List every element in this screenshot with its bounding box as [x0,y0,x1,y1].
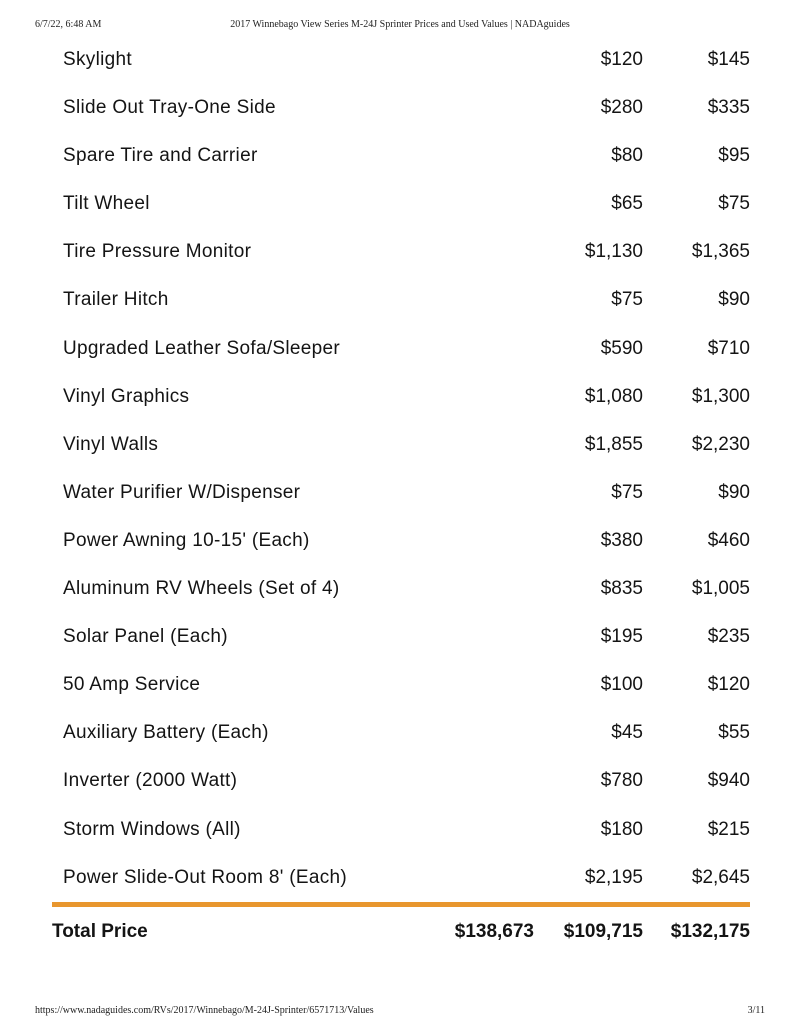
option-low-value: $2,195 [584,866,643,888]
table-row [0,759,800,807]
option-high-value: $90 [718,481,750,503]
option-low-value: $80 [611,145,643,167]
option-high-value: $1,365 [691,241,750,263]
option-name: Inverter (2000 Watt) [63,770,238,792]
table-row [0,278,800,326]
option-low-value: $75 [611,481,643,503]
option-high-value: $90 [718,289,750,311]
page-number: 3/11 [747,1005,765,1016]
total-label: Total Price [52,921,148,942]
option-low-value: $1,130 [584,241,643,263]
option-low-value: $100 [600,674,643,696]
option-name: Spare Tire and Carrier [63,145,258,167]
option-name: Power Awning 10-15' (Each) [63,529,310,551]
option-high-value: $710 [707,337,750,359]
option-high-value: $1,300 [691,385,750,407]
option-low-value: $835 [600,578,643,600]
option-high-value: $235 [707,626,750,648]
option-low-value: $195 [600,626,643,648]
option-name: 50 Amp Service [63,674,201,696]
option-low-value: $65 [611,193,643,215]
option-low-value: $780 [600,770,643,792]
table-row [0,423,800,471]
option-name: Trailer Hitch [63,289,169,311]
option-high-value: $120 [707,674,750,696]
table-row [0,663,800,711]
option-name: Aluminum RV Wheels (Set of 4) [63,578,340,600]
option-name: Power Slide-Out Room 8' (Each) [63,866,348,888]
option-name: Storm Windows (All) [63,818,241,840]
option-high-value: $75 [718,193,750,215]
option-low-value: $180 [600,818,643,840]
option-low-value: $1,080 [584,385,643,407]
table-row [0,375,800,423]
option-high-value: $335 [707,97,750,119]
option-high-value: $2,230 [691,433,750,455]
total-divider [52,902,750,907]
total-low: $109,715 [563,921,643,942]
option-low-value: $75 [611,289,643,311]
table-row [0,86,800,134]
option-name: Tire Pressure Monitor [63,241,252,263]
option-name: Skylight [63,49,132,70]
print-datetime: 6/7/22, 6:48 AM [35,19,102,30]
page-title: 2017 Winnebago View Series M-24J Sprinter Prices and Used Values | NADAguides [230,19,570,30]
total-msrp: $138,673 [454,921,534,942]
option-low-value: $120 [600,49,643,70]
option-high-value: $940 [707,770,750,792]
total-high: $132,175 [670,921,750,942]
table-row [0,519,800,567]
option-high-value: $2,645 [691,866,750,888]
option-low-value: $45 [611,722,643,744]
option-name: Vinyl Graphics [63,385,190,407]
option-low-value: $380 [600,529,643,551]
option-name: Vinyl Walls [63,433,159,455]
option-high-value: $145 [707,49,750,70]
option-high-value: $95 [718,145,750,167]
option-low-value: $590 [600,337,643,359]
option-high-value: $55 [718,722,750,744]
table-row [0,856,800,904]
table-row [0,808,800,856]
option-name: Solar Panel (Each) [63,626,228,648]
option-high-value: $1,005 [691,578,750,600]
option-name: Upgraded Leather Sofa/Sleeper [63,337,341,359]
table-row [0,230,800,278]
table-row [0,711,800,759]
option-low-value: $1,855 [584,433,643,455]
table-row [0,471,800,519]
table-row [0,615,800,663]
option-name: Tilt Wheel [63,193,150,215]
option-name: Water Purifier W/Dispenser [63,481,301,503]
footer-url: https://www.nadaguides.com/RVs/2017/Winnebago/M-24J-Sprinter/6571713/Values [35,1005,374,1016]
option-name: Slide Out Tray-One Side [63,97,276,119]
table-row [0,38,800,86]
table-row [0,134,800,182]
option-name: Auxiliary Battery (Each) [63,722,269,744]
table-row [0,182,800,230]
option-high-value: $215 [707,818,750,840]
options-table [0,38,800,904]
table-row [0,327,800,375]
option-high-value: $460 [707,529,750,551]
option-low-value: $280 [600,97,643,119]
table-row [0,567,800,615]
